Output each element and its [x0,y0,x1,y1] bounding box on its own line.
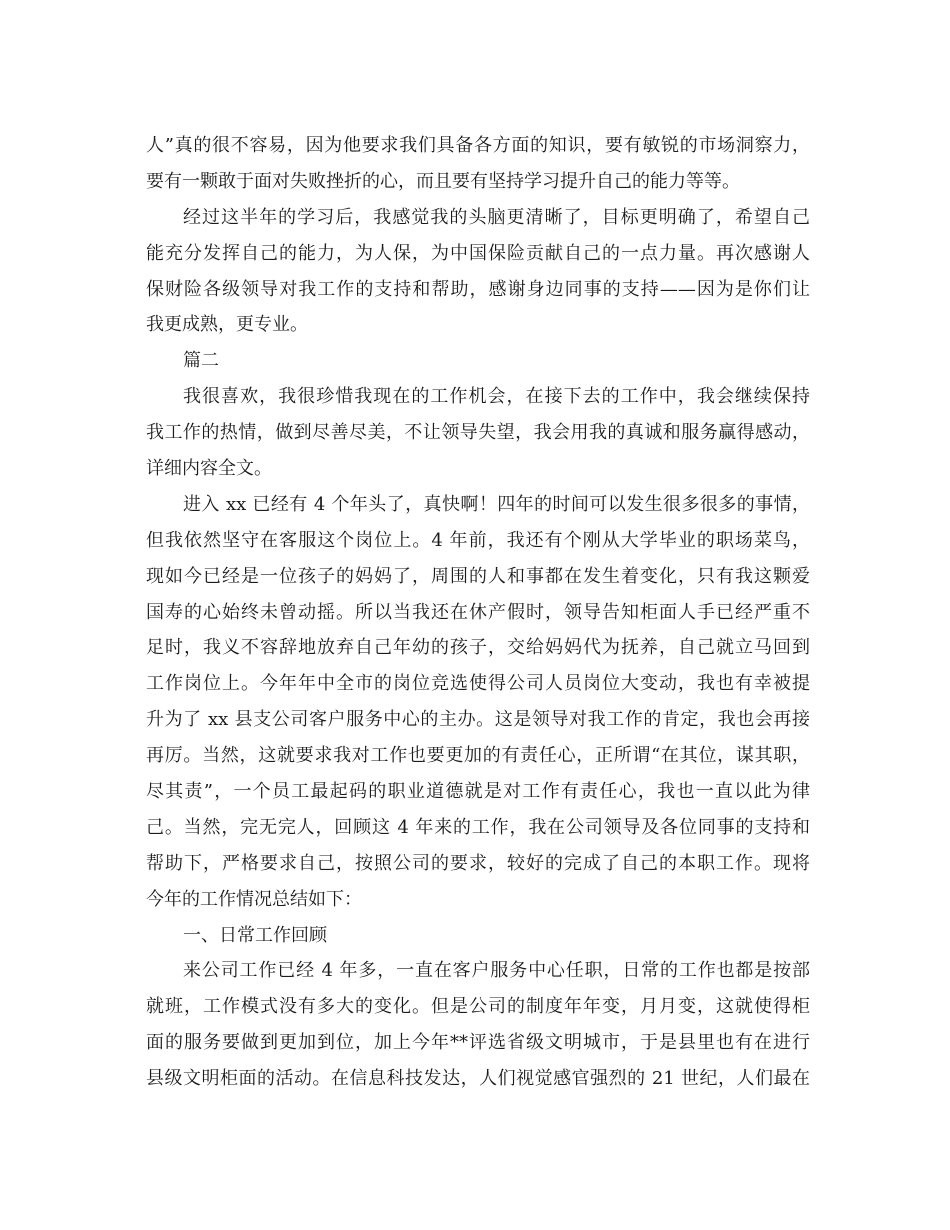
paragraph-first-line: 来公司工作已经 4 年多，一直在客户服务中心任职，日常的工作也都是按部 [183,960,810,982]
document-body [146,128,810,1097]
paragraph-first-line: 一、日常工作回顾 [183,924,327,946]
text-line: 但我依然坚守在客服这个岗位上。4 年前，我还有个刚从大学毕业的职场菜鸟， [146,529,810,551]
text-line: 今年的工作情况总结如下： [146,888,362,910]
text-line: 详细内容全文。 [146,458,272,480]
text-line: 国寿的心始终未曾动摇。所以当我还在休产假时，领导告知柜面人手已经严重不 [146,601,810,623]
text-line: 足时，我义不容辞地放弃自己年幼的孩子，交给妈妈代为抚养，自己就立马回到 [146,637,810,659]
text-line: 帮助下，严格要求自己，按照公司的要求，较好的完成了自己的本职工作。现将 [146,852,810,874]
paragraph-first-line: 经过这半年的学习后，我感觉我的头脑更清晰了，目标更明确了，希望自己 [183,206,810,228]
text-line: 己。当然，完无完人，回顾这 4 年来的工作，我在公司领导及各位同事的支持和 [146,816,810,838]
text-line: 面的服务要做到更加到位，加上今年**评选省级文明城市，于是县里也有在进行 [146,1032,810,1054]
paragraph-first-line: 篇二 [183,350,219,372]
text-line: 县级文明柜面的活动。在信息科技发达，人们视觉感官强烈的 21 世纪，人们最在 [146,1068,810,1090]
text-line: 尽其责”，一个员工最起码的职业道德就是对工作有责任心，我也一直以此为律 [146,781,810,803]
text-line: 能充分发挥自己的能力，为人保，为中国保险贡献自己的一点力量。再次感谢人 [146,242,810,264]
text-line: 工作岗位上。今年年中全市的岗位竞选使得公司人员岗位大变动，我也有幸被提 [146,673,810,695]
text-line: 我更成熟，更专业。 [146,314,308,336]
paragraph-first-line: 我很喜欢，我很珍惜我现在的工作机会，在接下去的工作中，我会继续保持 [183,386,810,408]
text-line: 就班，工作模式没有多大的变化。但是公司的制度年年变，月月变，这就使得柜 [146,996,810,1018]
text-line: 现如今已经是一位孩子的妈妈了，周围的人和事都在发生着变化，只有我这颗爱 [146,565,810,587]
text-line: 升为了 xx 县支公司客户服务中心的主办。这是领导对我工作的肯定，我也会再接 [146,709,810,731]
text-line: 人”真的很不容易，因为他要求我们具备各方面的知识，要有敏锐的市场洞察力， [146,135,810,156]
text-line: 保财险各级领导对我工作的支持和帮助，感谢身边同事的支持——因为是你们让 [146,278,810,300]
text-line: 要有一颗敢于面对失败挫折的心，而且要有坚持学习提升自己的能力等等。 [146,170,740,192]
text-line: 我工作的热情，做到尽善尽美，不让领导失望，我会用我的真诚和服务赢得感动， [146,422,810,444]
text-line: 再厉。当然，这就要求我对工作也要更加的有责任心，正所谓“在其位，谋其职， [146,745,810,767]
paragraph-first-line: 进入 xx 已经有 4 个年头了，真快啊！四年的时间可以发生很多很多的事情， [183,493,810,515]
